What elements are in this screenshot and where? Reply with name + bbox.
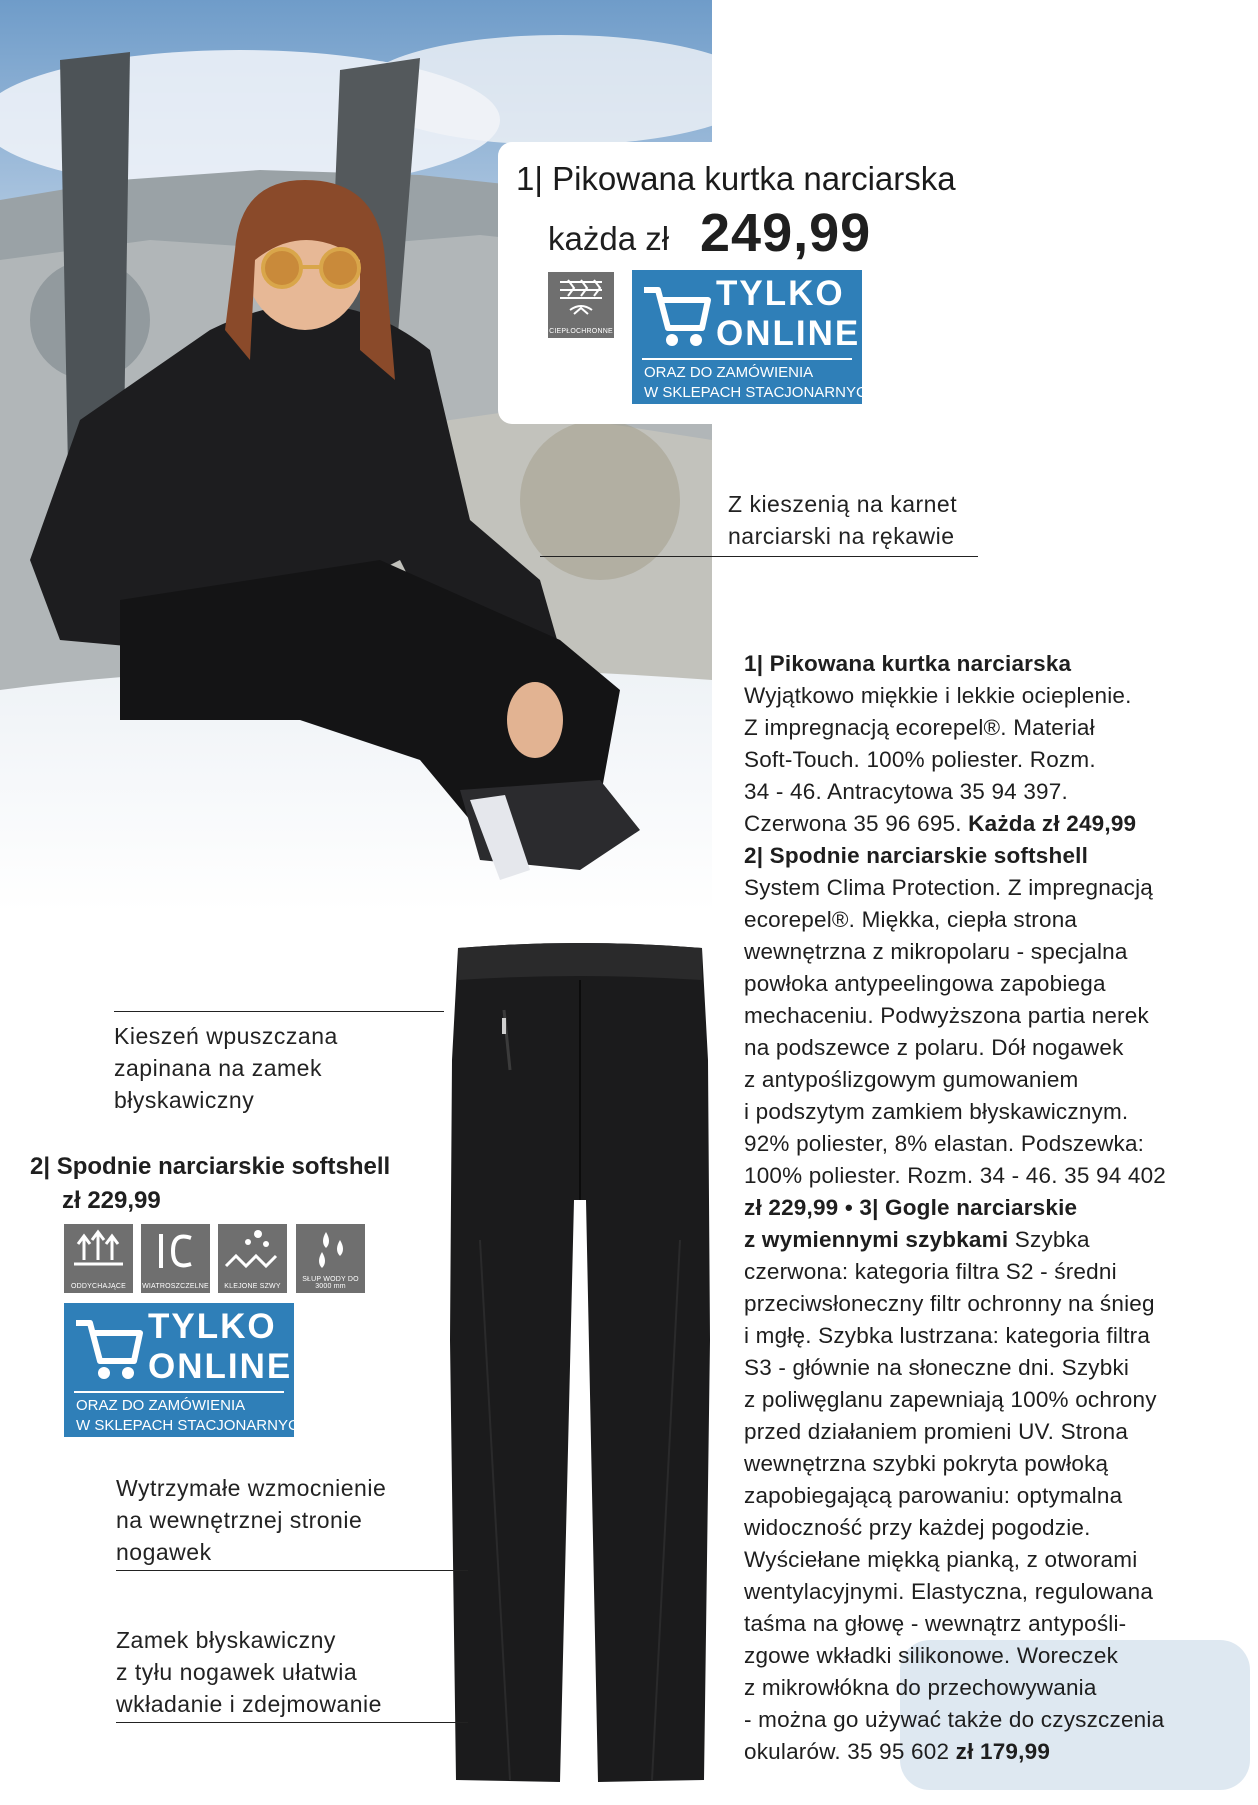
description-line bbox=[744, 1672, 1244, 1704]
annotation-reinforcement bbox=[116, 1472, 386, 1568]
description-text: okularów. 35 95 602 bbox=[744, 1739, 956, 1764]
badge-line1: TYLKO bbox=[716, 274, 845, 313]
annotation-line: Z kieszenią na karnet bbox=[728, 491, 958, 517]
description-line bbox=[744, 1128, 1244, 1160]
thermal-pictogram-label: CIEPŁOCHRONNE bbox=[549, 328, 613, 335]
water-drops-icon bbox=[296, 1224, 365, 1276]
description-text: Soft-Touch. 100% poliester. Rozm. bbox=[744, 747, 1096, 772]
leader-line bbox=[114, 1011, 444, 1012]
badge-line2: ONLINE bbox=[148, 1347, 293, 1386]
description-text: przeciwsłoneczny filtr ochronny na śnieg bbox=[744, 1291, 1155, 1316]
annotation-jacket-pocket bbox=[728, 488, 957, 552]
description-text: i podszytym zamkiem błyskawicznym. bbox=[744, 1099, 1129, 1124]
description-line bbox=[744, 1096, 1244, 1128]
windproof-icon bbox=[141, 1224, 210, 1276]
description-line bbox=[744, 744, 1244, 776]
description-line bbox=[744, 1352, 1244, 1384]
description-text: powłoka antypeelingowa zapobiega bbox=[744, 971, 1106, 996]
description-line bbox=[744, 968, 1244, 1000]
annotation-line: Zamek błyskawiczny bbox=[116, 1627, 336, 1653]
description-text: taśma na głowę - wewnątrz antypośli- bbox=[744, 1611, 1127, 1636]
badge-sub1: ORAZ DO ZAMÓWIENIA bbox=[644, 364, 814, 381]
pictogram-label: WIATROSZCZELNE bbox=[142, 1283, 209, 1290]
online-only-badge-2 bbox=[64, 1303, 310, 1437]
description-text: wentylacyjnymi. Elastyczna, regulowana bbox=[744, 1579, 1154, 1604]
description-line bbox=[744, 1032, 1244, 1064]
description-bold-text: zł 179,99 bbox=[955, 1739, 1051, 1764]
shopping-cart-icon bbox=[640, 280, 712, 352]
description-line bbox=[744, 840, 1244, 872]
description-line bbox=[744, 1320, 1244, 1352]
description-bold-text: zł 229,99 • 3| Gogle narciarskie bbox=[744, 1195, 1078, 1220]
hero-photo bbox=[0, 0, 712, 912]
leader-line bbox=[116, 1570, 468, 1571]
description-line bbox=[744, 1608, 1244, 1640]
description-line bbox=[744, 1480, 1244, 1512]
pictogram-label: ODDYCHAJĄCE bbox=[70, 1283, 127, 1290]
description-text: wewnętrzna z mikropolaru - specjalna bbox=[744, 939, 1128, 964]
snowflake-grid-icon bbox=[548, 272, 614, 324]
badge-sub2: W SKLEPACH STACJONARNYCH bbox=[76, 1417, 310, 1434]
description-bold-text: z wymiennymi szybkami bbox=[744, 1227, 1009, 1252]
description-line bbox=[744, 1416, 1244, 1448]
online-only-badge bbox=[632, 270, 878, 404]
pants-image bbox=[440, 940, 720, 1800]
description-bold-text: 1| Pikowana kurtka narciarska bbox=[744, 651, 1072, 676]
description-text: mechaceniu. Podwyższona partia nerek bbox=[744, 1003, 1149, 1028]
annotation-line: nogawek bbox=[116, 1539, 212, 1565]
description-line bbox=[744, 1192, 1244, 1224]
description-text: - można go używać także do czyszczenia bbox=[744, 1707, 1165, 1732]
windproof-pictogram bbox=[141, 1224, 210, 1293]
headline-price-label: każda zł bbox=[548, 220, 670, 257]
ski-pants-illustration bbox=[440, 940, 720, 1800]
description-line bbox=[744, 1704, 1244, 1736]
description-text: ecorepel®. Miękka, ciepła strona bbox=[744, 907, 1078, 932]
description-text: Czerwona 35 96 695. bbox=[744, 811, 969, 836]
description-text: Wyściełane miękką pianką, z otworami bbox=[744, 1547, 1138, 1572]
description-line bbox=[744, 1288, 1244, 1320]
badge-divider bbox=[74, 1391, 284, 1393]
annotation-line: Kieszeń wpuszczana bbox=[114, 1023, 338, 1049]
annotation-zipper bbox=[116, 1624, 382, 1720]
product-description bbox=[744, 648, 1244, 1768]
description-line bbox=[744, 680, 1244, 712]
headline-callout bbox=[498, 142, 1018, 424]
description-bold-text: Każda zł 249,99 bbox=[968, 811, 1137, 836]
description-line bbox=[744, 1736, 1244, 1768]
description-line bbox=[744, 1000, 1244, 1032]
annotation-line: zapinana na zamek bbox=[114, 1055, 322, 1081]
description-line bbox=[744, 808, 1244, 840]
annotation-line: narciarski na rękawie bbox=[728, 523, 955, 549]
description-line bbox=[744, 936, 1244, 968]
description-text: 92% poliester, 8% elastan. Podszewka: bbox=[744, 1131, 1145, 1156]
leader-line bbox=[540, 556, 978, 557]
shopping-cart-icon bbox=[72, 1313, 144, 1385]
annotation-line: wkładanie i zdejmowanie bbox=[116, 1691, 382, 1717]
leader-line bbox=[116, 1722, 468, 1723]
description-text: Wyjątkowo miękkie i lekkie ocieplenie. bbox=[744, 683, 1132, 708]
breathable-icon bbox=[64, 1224, 133, 1276]
annotation-line: z tyłu nogawek ułatwia bbox=[116, 1659, 358, 1685]
description-line bbox=[744, 904, 1244, 936]
water-column-pictogram bbox=[296, 1224, 365, 1293]
description-line bbox=[744, 1512, 1244, 1544]
description-text: i mgłę. Szybka lustrzana: kategoria filtra bbox=[744, 1323, 1151, 1348]
description-line bbox=[744, 1224, 1244, 1256]
description-text: widoczność przy każdej pogodzie. bbox=[744, 1515, 1091, 1540]
badge-sub1: ORAZ DO ZAMÓWIENIA bbox=[76, 1397, 246, 1414]
pictogram-label: SŁUP WODY DO 3000 mm bbox=[302, 1276, 359, 1290]
description-line bbox=[744, 1576, 1244, 1608]
description-text: System Clima Protection. Z impregnacją bbox=[744, 875, 1153, 900]
annotation-line: na wewnętrznej stronie bbox=[116, 1507, 363, 1533]
description-line bbox=[744, 648, 1244, 680]
description-text: z mikrowłókna do przechowywania bbox=[744, 1675, 1097, 1700]
annotation-line: błyskawiczny bbox=[114, 1087, 255, 1113]
badge-sub2: W SKLEPACH STACJONARNYCH bbox=[644, 384, 878, 401]
description-line bbox=[744, 1256, 1244, 1288]
description-text: na podszewce z polaru. Dół nogawek bbox=[744, 1035, 1124, 1060]
description-text: Z impregnacją ecorepel®. Materiał bbox=[744, 715, 1095, 740]
badge-line1: TYLKO bbox=[148, 1307, 277, 1346]
description-text: zgowe wkładki silikonowe. Woreczek bbox=[744, 1643, 1119, 1668]
description-line bbox=[744, 1384, 1244, 1416]
badge-divider bbox=[642, 358, 852, 360]
description-text: z antypoślizgowym gumowaniem bbox=[744, 1067, 1079, 1092]
description-text: 100% poliester. Rozm. 34 - 46. 35 94 402 bbox=[744, 1163, 1167, 1188]
description-text: czerwona: kategoria filtra S2 - średni bbox=[744, 1259, 1117, 1284]
description-text: S3 - głównie na słoneczne dni. Szybki bbox=[744, 1355, 1130, 1380]
breathable-pictogram bbox=[64, 1224, 133, 1293]
description-line bbox=[744, 1160, 1244, 1192]
description-text: z poliwęglanu zapewniają 100% ochrony bbox=[744, 1387, 1157, 1412]
skier-photo-illustration bbox=[0, 0, 712, 912]
pictogram-label: KLEJONE SZWY bbox=[224, 1283, 281, 1290]
thermal-pictogram bbox=[548, 272, 614, 338]
description-text: zapobiegającą parowaniu: optymalna bbox=[744, 1483, 1123, 1508]
headline-title: 1| Pikowana kurtka narciarska bbox=[516, 160, 956, 197]
sealed-seams-icon bbox=[218, 1224, 287, 1276]
annotation-pants-pocket bbox=[114, 1020, 338, 1116]
description-text: 34 - 46. Antracytowa 35 94 397. bbox=[744, 779, 1068, 804]
product2-title: 2| Spodnie narciarskie softshell bbox=[30, 1153, 391, 1180]
description-text: Szybka bbox=[1008, 1227, 1090, 1252]
sealed-seams-pictogram bbox=[218, 1224, 287, 1293]
description-line bbox=[744, 1448, 1244, 1480]
description-line bbox=[744, 1064, 1244, 1096]
description-line bbox=[744, 776, 1244, 808]
description-bold-text: 2| Spodnie narciarskie softshell bbox=[744, 843, 1089, 868]
description-line bbox=[744, 1544, 1244, 1576]
annotation-line: Wytrzymałe wzmocnienie bbox=[116, 1475, 387, 1501]
product2-price: zł 229,99 bbox=[62, 1187, 161, 1214]
description-line bbox=[744, 1640, 1244, 1672]
description-text: przed działaniem promieni UV. Strona bbox=[744, 1419, 1129, 1444]
description-line bbox=[744, 712, 1244, 744]
headline-price: 249,99 bbox=[700, 203, 872, 263]
description-text: wewnętrzna szybki pokryta powłoką bbox=[744, 1451, 1109, 1476]
description-line bbox=[744, 872, 1244, 904]
badge-line2: ONLINE bbox=[716, 314, 861, 353]
